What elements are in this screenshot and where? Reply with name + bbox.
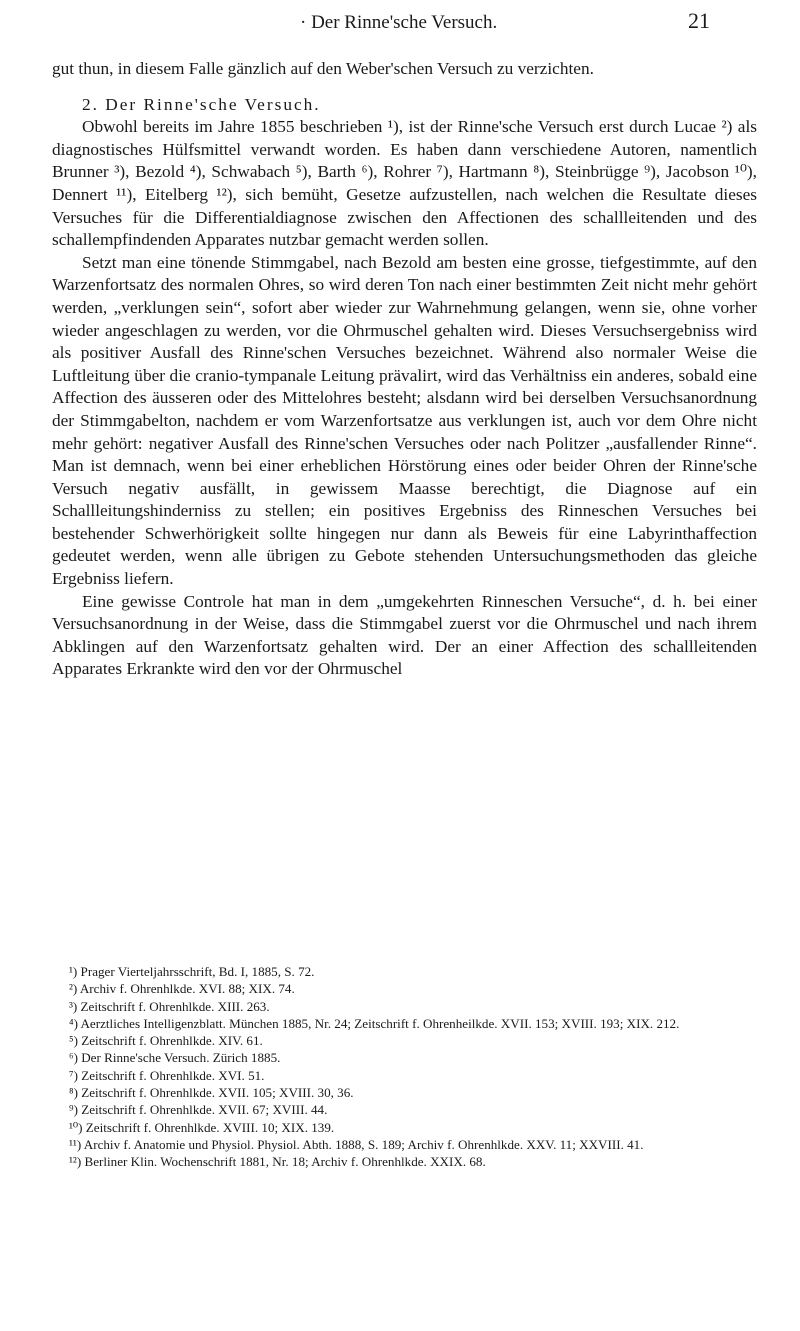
footnote: ¹¹) Archiv f. Anatomie und Physiol. Physiol. Abth. 1888, S. 189; Archiv f. Ohrenhlkde. XXV. 11; XXVIII. 41.: [69, 1136, 644, 1152]
running-title: · Der Rinne'sche Versuch.: [300, 12, 498, 33]
footnote: ⁷) Zeitschrift f. Ohrenhlkde. XVI. 51.: [69, 1067, 265, 1083]
footnote: ²) Archiv f. Ohrenhlkde. XVI. 88; XIX. 74.: [69, 981, 295, 997]
body-text: [52, 58, 757, 681]
paragraph-continued: gut thun, in diesem Falle gänzlich auf den Weber'schen Versuch zu verzichten.: [52, 59, 594, 78]
footnote: ⁹) Zeitschrift f. Ohrenhlkde. XVII. 67; XVIII. 44.: [69, 1102, 328, 1118]
paragraph-2: Setzt man eine tönende Stimmgabel, nach Bezold am besten eine grosse, tiefgestimmte, auf den Warzenfortsatz des normalen Ohres, so wird deren Ton nach einer bestimmten Zeit nicht mehr gehört werden, „verklungen sein“, sofort aber wieder zur Wahrnehmung gelangen, wenn sie, ohne vorher wieder angeschlagen zu werden, vor die Ohrmuschel gehalten wird. Dieses Versuchsergebniss wird als positiver Ausfall des Rinne'schen Versuches bezeichnet. Während also normaler Weise die Luftleitung über die cranio-tympanale Leitung prävalirt, wird das Verhältniss ein anderes, sobald eine Affection des äusseren oder des Mittelohres besteht; alsdann wird bei derselben Versuchsanordnung der Stimmgabelton, nachdem er vom Warzenfortsatze aus verklungen ist, auch vor dem Ohre nicht mehr gehört: negativer Ausfall des Rinne'schen Versuches oder nach Politzer „ausfallender Rinne“. Man ist demnach, wenn bei einer erheblichen Hörstörung eines oder beider Ohren der Rinne'sche Versuch negativ ausfällt, in gewissem Maasse berechtigt, die Diagnose auf ein Schallleitungshinderniss zu stellen; ein positives Ergebniss des Rinneschen Versuches bei bestehender Schwerhörigkeit sollte hingegen nur dann als Beweis für eine Labyrinthaffection gedeutet werden, wenn alle übrigen zu Gebote stehenden Untersuchungsmethoden das gleiche Ergebniss liefern.: [52, 252, 757, 589]
footnote: ⁸) Zeitschrift f. Ohrenhlkde. XVII. 105; XVIII. 30, 36.: [69, 1085, 354, 1101]
footnote: ⁴) Aerztliches Intelligenzblatt. München 1885, Nr. 24; Zeitschrift f. Ohrenheilkde. XVII. 153; XVIII. 193; XIX. 212.: [69, 1015, 680, 1031]
paragraph-1: Obwohl bereits im Jahre 1855 beschrieben ¹), ist der Rinne'sche Versuch erst durch Lucae ²) als diagnostisches Hülfsmittel verwandt worden. Es haben dann verschiedene Autoren, namentlich Brunner ³), Bezold ⁴), Schwabach ⁵), Barth ⁶), Rohrer ⁷), Hartmann ⁸), Steinbrügge ⁹), Jacobson ¹⁰), Dennert ¹¹), Eitelberg ¹²), sich bemüht, Gesetze aufzustellen, nach welchen die Resultate dieses Versuches für die Differentialdiagnose zwischen den Affectionen des schallleitenden und des schallempfindenden Apparates nutzbar gemacht werden sollen.: [52, 117, 757, 250]
footnote: ¹⁰) Zeitschrift f. Ohrenhlkde. XVIII. 10; XIX. 139.: [69, 1119, 335, 1135]
section-heading: 2. Der Rinne'sche Versuch.: [82, 94, 321, 114]
footnotes: [52, 963, 757, 1171]
paragraph-3: Eine gewisse Controle hat man in dem „umgekehrten Rinneschen Versuche“, d. h. bei einer Versuchsanordnung in der Weise, dass die Stimmgabel zuerst vor die Ohrmuschel und nach ihrem Abklingen auf den Warzenfortsatz gehalten wird. Der an einer Affection des schallleitenden Apparates Erkrankte wird den vor der Ohrmuschel: [52, 591, 757, 679]
footnote: ¹) Prager Vierteljahrsschrift, Bd. I, 1885, S. 72.: [69, 964, 315, 979]
footnote: ³) Zeitschrift f. Ohrenhlkde. XIII. 263.: [69, 998, 270, 1014]
footnote: ⁵) Zeitschrift f. Ohrenhlkde. XIV. 61.: [69, 1033, 263, 1049]
page-number: 21: [688, 8, 710, 33]
page-header: [250, 8, 710, 34]
footnote: ⁶) Der Rinne'sche Versuch. Zürich 1885.: [69, 1050, 281, 1066]
footnote: ¹²) Berliner Klin. Wochenschrift 1881, Nr. 18; Archiv f. Ohrenhlkde. XXIX. 68.: [69, 1154, 486, 1170]
